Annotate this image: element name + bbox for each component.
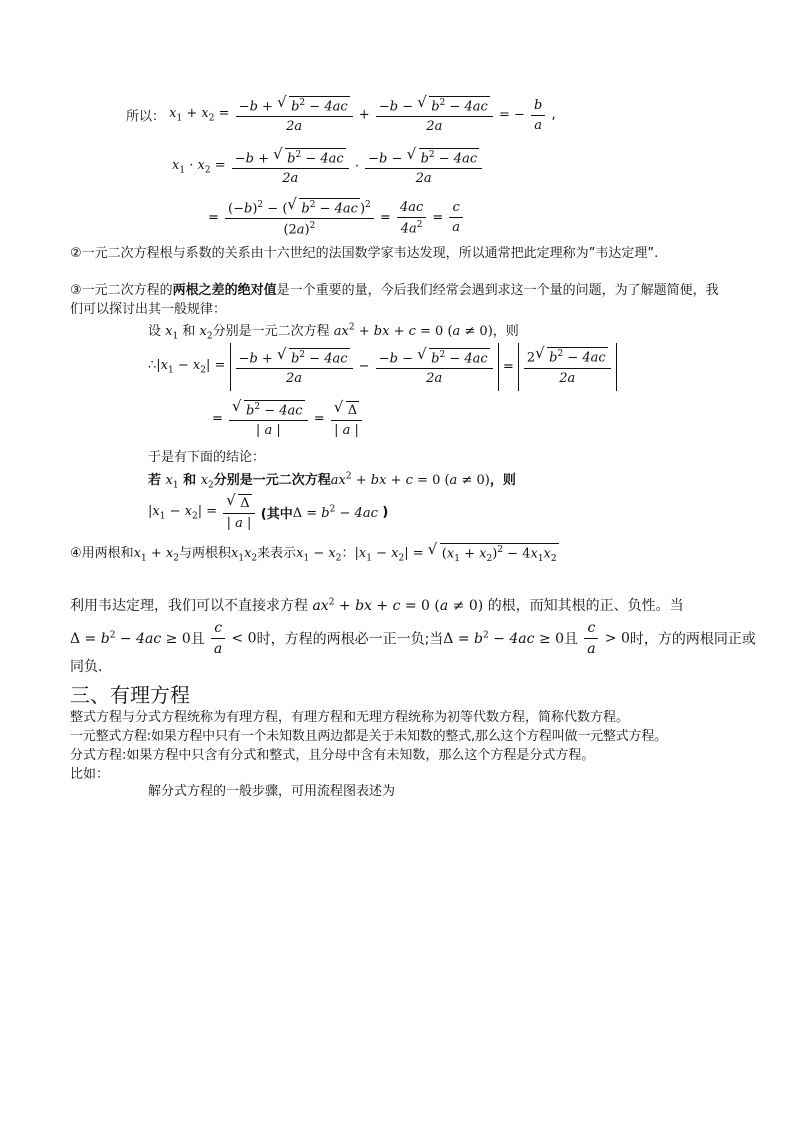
- conclusion-intro: [148, 446, 265, 465]
- section-3-heading: [70, 679, 190, 708]
- section-3-p3: [70, 744, 594, 763]
- set-prefix: 设: [148, 324, 162, 339]
- set-mid: 和: [182, 324, 196, 339]
- vieta-l3: 同负.: [70, 659, 103, 675]
- conclusion-suffix2: ，则: [489, 473, 516, 488]
- diff-frac4: √ $\frac{b^2 - 4ac}{| a |}$: [229, 400, 308, 438]
- set-roots-line: 设 $x_1$ 和 $x_2$分别是一元二次方程 $ax^2$ + bx + c = 0 (a ≠ 0)，则: [148, 322, 519, 342]
- fraction-c-over-a: $\frac{c}{a}$: [449, 200, 462, 235]
- section-3-p1: [70, 706, 629, 725]
- conclusion-line: 若 $x_1$ 和 $x_2$分别是一元二次方程$ax^2$ + bx + c = 0 (a ≠ 0)，则: [148, 471, 516, 491]
- fraction-root2b: $\frac{-b - √ b^2 - 4ac}{2a}$: [365, 148, 482, 186]
- vieta-line-2: $\Delta = b^2 - 4ac \ge 0$且 $\frac{c}{a}$ < 0时，方程的两根必一正一负;当$\Delta = b^2 - 4ac \ge 0$且 $\frac{c}{a}$ > 0时，方的两根同正或: [70, 620, 756, 657]
- suoyi-label: 所以：: [126, 109, 166, 125]
- section-3-p5: [148, 780, 395, 799]
- fraction-root2: $\frac{-b - √ b^2 - 4ac}{2a}$: [376, 96, 493, 134]
- fraction-root1b: $\frac{-b + √ b^2 - 4ac}{2a}$: [232, 148, 349, 186]
- set-suffix2: ，则: [492, 324, 519, 339]
- product-simplified-formula: = $\frac{(-b)^2 - (√ b^2 - 4ac )^2}{(2a)^2}$ = $\frac{4ac}{4a^2}$ = $\frac{c}{a}$: [208, 198, 465, 238]
- conclusion-frac: √ $\frac{\Delta}{| a |}$: [223, 494, 254, 531]
- vieta-l2-a: 且: [190, 631, 205, 648]
- diff-frac5: √ $\frac{\Delta}{| a |}$: [331, 401, 362, 438]
- conclusion-intro-text: 于是有下面的结论：: [148, 450, 266, 465]
- note-3-bold: 两根之差的绝对值: [172, 283, 277, 298]
- diff-frac1: $\frac{-b + √ b^2 - 4ac}{2a}$: [236, 348, 353, 386]
- conclusion-formula: $|x_1 - x_2|$ = √ $\frac{\Delta}{| a |}$ (其中$\Delta = b^2 - 4ac$ ): [148, 494, 388, 531]
- section-3-p4: [70, 763, 109, 782]
- fraction-4ac: $\frac{4ac}{4a^2}$: [397, 200, 426, 236]
- product-of-roots-formula: $x_1 \cdot x_2$ = $\frac{-b + √ b^2 - 4ac}{2a}$ · $\frac{-b - √ b^2 - 4ac}{2a}$: [172, 148, 484, 186]
- where-text: (其中: [260, 507, 293, 522]
- note-4-mid2: 来表示: [257, 546, 297, 561]
- fraction-b-over-a: $\frac{b}{a}$: [531, 98, 545, 133]
- conclusion-prefix: 若: [148, 473, 162, 488]
- vieta-line-3: [70, 656, 102, 676]
- section-3-heading-text: 三、有理方程: [70, 683, 190, 707]
- sum-of-roots-formula: 所以： $x_1 + x_2$ = $\frac{-b + √ b^2 - 4ac}{2a}$ + $\frac{-b - √ b^2 - 4ac}{2a}$ = − $\frac{b}{a}$ ,: [126, 96, 556, 134]
- vieta-line-1: 利用韦达定理，我们可以不直接求方程 $ax^2$ + bx + c = 0 (a ≠ 0) 的根，而知其根的正、负性。当: [70, 597, 684, 614]
- section-3-p1-text: 整式方程与分式方程统称为有理方程，有理方程和无理方程统称为初等代数方程，简称代数方程。: [70, 710, 630, 725]
- set-suffix1: 分别是一元二次方程: [212, 324, 330, 339]
- vieta-l1-prefix: 利用韦达定理，我们可以不直接求方程: [70, 598, 308, 614]
- section-3-p2-text: 一元整式方程:如果方程中只有一个未知数且两边都是关于未知数的整式,那么这个方程叫做一元整式方程。: [70, 729, 667, 744]
- note-4-colon: ：: [341, 546, 355, 561]
- vieta-l2-c: 且: [564, 631, 579, 648]
- fraction-root1: $\frac{-b + √ b^2 - 4ac}{2a}$: [236, 96, 353, 134]
- vieta-frac2: $\frac{c}{a}$: [584, 620, 598, 657]
- note-4: ④用两根和$x_1 + x_2$与两根积$x_1x_2$来表示$x_1 - x_2$：$|x_1 - x_2|$ = √ $(x_1 + x_2)^2 - 4x_1x_2$: [70, 542, 559, 564]
- conclusion-mid: 和: [183, 473, 197, 488]
- note-4-mid1: 与两根积: [178, 546, 231, 561]
- difference-simplified: = √ $\frac{b^2 - 4ac}{| a |}$ = √ $\frac{\Delta}{| a |}$: [212, 400, 364, 438]
- note-3-prefix: ③一元二次方程的: [70, 283, 173, 298]
- vieta-l2-b: 时，方程的两根必一正一负;当: [256, 631, 444, 648]
- section-3-p3-text: 分式方程:如果方程中只含有分式和整式，且分母中含有未知数，那么这个方程是分式方程。: [70, 748, 595, 763]
- note-2: [70, 244, 730, 263]
- vieta-l1-suffix: 的根，而知其根的正、负性。当: [487, 598, 684, 614]
- section-3-p2: [70, 725, 667, 744]
- note-3-suffix: 是一个重要的量，今后我们经常会遇到求这一个量的问题，为了解题简便，我们可以探讨出其一般规律：: [70, 283, 719, 317]
- conclusion-suffix1: 分别是一元二次方程: [213, 473, 331, 488]
- fraction-expand: $\frac{(-b)^2 - (√ b^2 - 4ac )^2}{(2a)^2}$: [225, 198, 374, 238]
- note-3: [70, 281, 730, 319]
- vieta-l2-d: 时，方的两根同正或: [629, 631, 756, 648]
- diff-frac3: $\frac{2√ b^2 - 4ac}{2a}$: [524, 347, 611, 385]
- vieta-frac1: $\frac{c}{a}$: [211, 620, 225, 657]
- section-3-p4-text: 比如：: [70, 767, 110, 782]
- note-4-prefix: ④用两根和: [70, 546, 134, 561]
- note-2-text: ②一元二次方程根与系数的关系由十六世纪的法国数学家韦达发现，所以通常把此定理称为”韦达定理”.: [70, 246, 659, 261]
- section-3-p5-text: 解分式方程的一般步骤，可用流程图表述为: [148, 784, 396, 799]
- difference-formula: $\therefore|x_1 - x_2|$ = $\frac{-b + √ b^2 - 4ac}{2a}$ − $\frac{-b - √ b^2 - 4ac}{2a}$ = $\frac{2√ b^2 - 4ac}{2a}$: [148, 343, 617, 391]
- diff-frac2: $\frac{-b - √ b^2 - 4ac}{2a}$: [376, 348, 493, 386]
